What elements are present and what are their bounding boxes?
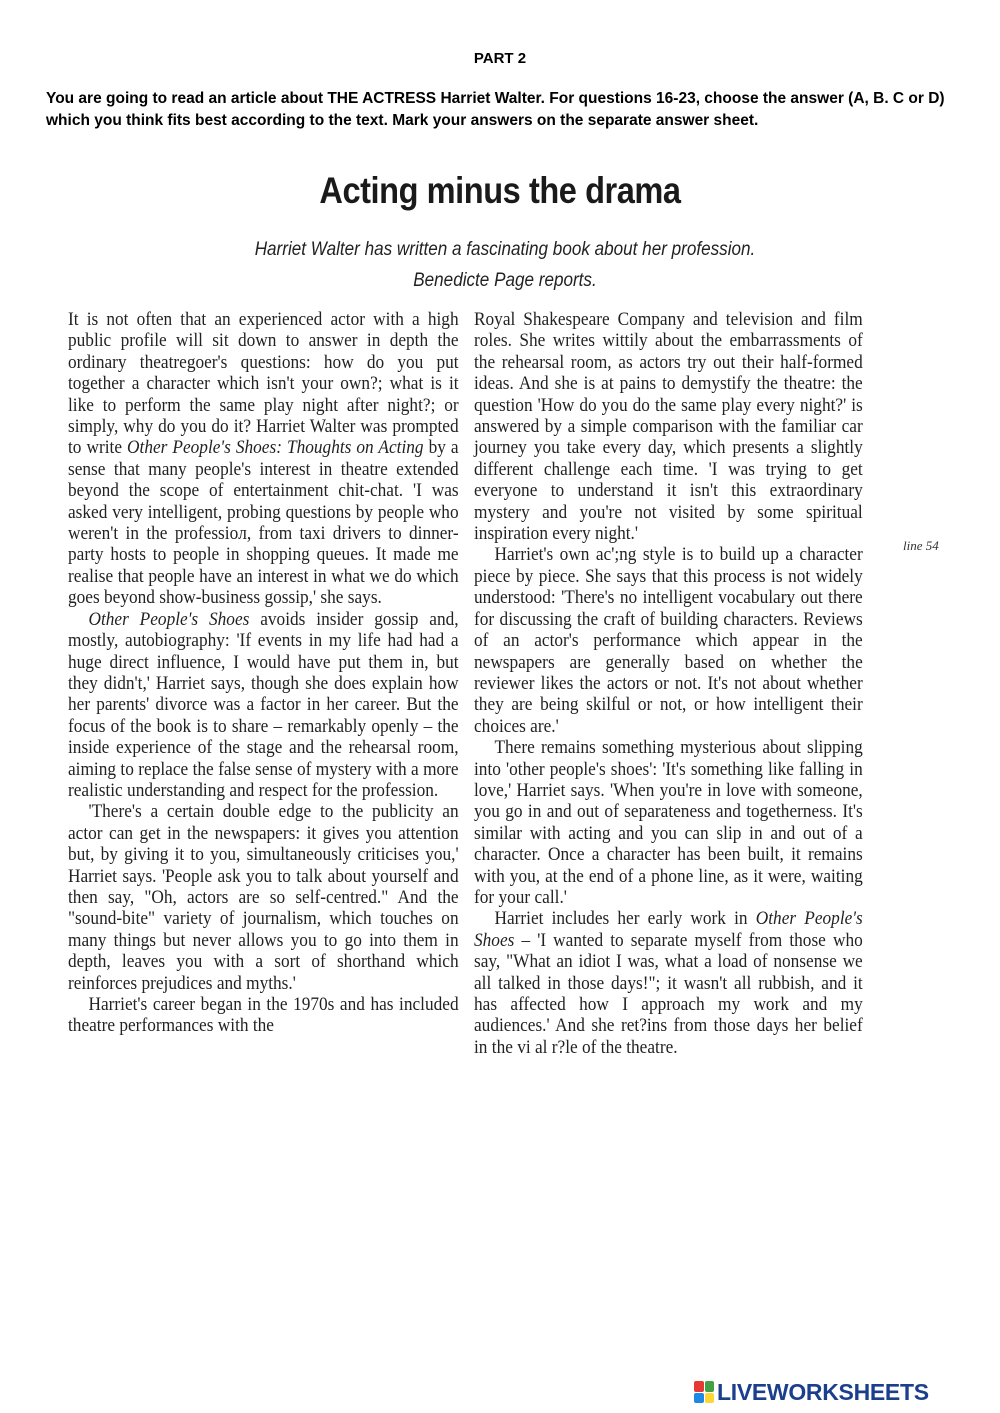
standfirst-line-1: Harriet Walter has written a fascinating book about her profession.	[254, 239, 756, 260]
standfirst-line-2: Benedicte Page reports.	[413, 270, 597, 291]
paragraph-2: Other People's Shoes avoids insider gossip and, mostly, autobiography: 'If events in my life had had a huge direct influence, I would have put them in, but they didn't,' Harriet says, though she does explain how her parents' divorce was a factor in her career. But the focus of the book is to share – remarkably openly – the inside experience of the stage and the rehearsal room, aiming to replace the false sense of mystery with a more realistic understanding and respect for the profession.	[68, 608, 459, 801]
paragraph-5: Harriet's own ac';ng style is to build up a character piece by piece. She says that this process is not widely understood: 'There's no intelligent vocabulary out there for discussing the craft of building characters. Reviews of an actor's performance which appear in the newspapers are generally based on whether the reviewer likes the actors or not. It's not about whether they are being skilful or not, or how intelligent their choices are.'	[474, 544, 863, 737]
paragraph-6: There remains something mysterious about slipping into 'other people's shoes': 'It's something like falling in love,' Harriet says. 'When you're in love with someone, you go in and out of separateness and togetherness. It's similar with acting and you can slip in and out of a character. Once a character has been built, it remains with you, at the end of a phone line, as it were, waiting for your call.'	[474, 737, 863, 908]
paragraph-3: 'There's a certain double edge to the publicity an actor can get in the newspapers: it gives you attention but, by giving it to you, simultaneously criticises you,' Harriet says. 'People ask you to talk about yourself and then say, "Oh, actors are so self-centred." And the "sound-bite" variety of journalism, which touches on many things but never allows you to go into them in depth, leaves you with a sort of shorthand which reinforces prejudices and myths.'	[68, 801, 459, 994]
logo-text: LIVEWORKSHEETS	[717, 1378, 929, 1405]
book-title: Other People's Shoes: Thoughts on Acting	[127, 437, 424, 459]
article-headline: Acting minus the drama	[319, 170, 681, 211]
paragraph-4-continued: Royal Shakespeare Company and television and film roles. She writes wittily about the embarrassments of the rehearsal room, as actors try out their half-formed ideas. And she is at pains to demystify the theatre: the question 'How do you do the same play every night?' is answered by a simple comparison with the familiar car journey you take every day, which presents a slightly different challenge each time. 'I was trying to get everyone to understand it isn't this extraordinary mystery and you're not visited by some spiritual inspiration every night.'	[474, 309, 863, 545]
article-column-left	[68, 309, 459, 1037]
book-title: Other People's Shoes	[474, 908, 863, 951]
paragraph-4: Harriet's career began in the 1970s and has included theatre performances with the	[68, 994, 459, 1037]
part-title: PART 2	[473, 50, 527, 67]
line-number-marker: line 54	[903, 538, 939, 553]
instructions: You are going to read an article about THE ACTRESS Harriet Walter. For questions 16-23, choose the answer (A, B. C or D) which you think fits best according to the text. Mark your answers on the separate answer sheet.	[46, 90, 945, 129]
book-title: Other People's Shoes	[88, 608, 250, 630]
paragraph-7: Harriet includes her early work in Other People's Shoes – 'I wanted to separate myself from those who say, "What an idiot I was, what a load of nonsense we all talked in those days!"; it wasn't all rubbish, and it has affected how I approach my work and my audiences.' And she ret?ins from those days her belief in the vi al r?le of the theatre.	[474, 908, 863, 1058]
article-column-right	[474, 309, 863, 1058]
logo-icon	[694, 1381, 714, 1403]
paragraph-1: It is not often that an experienced actor with a high public profile will sit down to answer in depth the ordinary theatregoer's questions: how do you put together a character which isn't your own?; what is it like to perform the same play night after night?; or simply, why do you do it? Harriet Walter was prompted to write Other People's Shoes: Thoughts on Acting by a sense that many people's interest in theatre extended beyond the scope of entertainment chit-chat. 'I was asked very intelligent, probing questions by people who weren't in the professioл, from taxi drivers to dinner-party hosts to people in shopping queues. It made me realise that people have an interest in what we do which goes beyond show-business gossip,' she says.	[68, 309, 459, 609]
article-standfirst	[51, 234, 960, 296]
liveworksheets-logo[interactable]	[694, 1380, 929, 1404]
